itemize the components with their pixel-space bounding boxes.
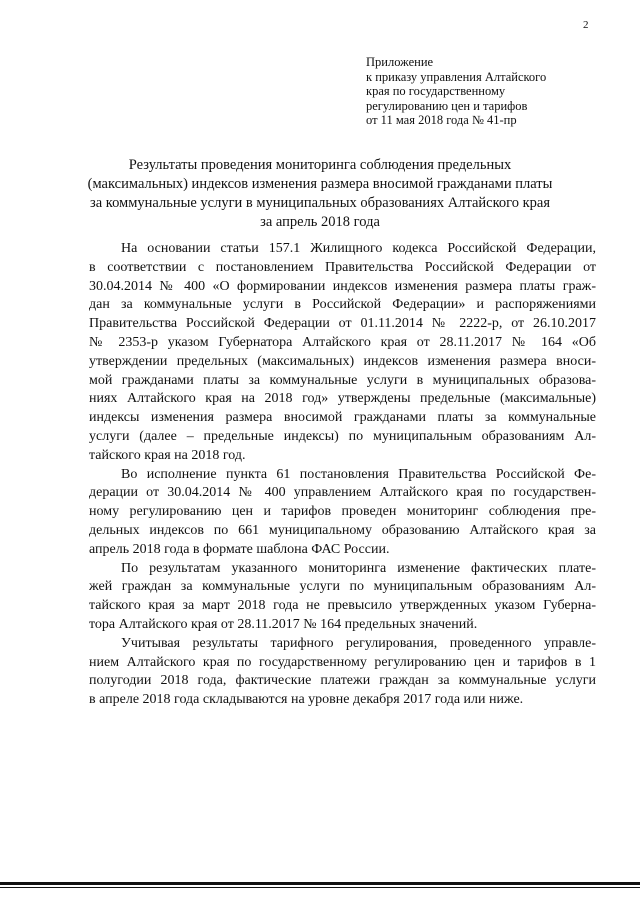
appendix-header [366, 55, 616, 128]
text-line: дельных индексов по 661 муниципальному образованию Алтайского края за [89, 522, 596, 538]
appendix-line: от 11 мая 2018 года № 41-пр [366, 113, 517, 128]
appendix-line: края по государственному [366, 84, 506, 99]
text-line: Учитывая результаты тарифного регулирования, проведенного управле- [121, 635, 596, 651]
paragraph-legal-basis [89, 240, 596, 466]
text-line: ниях Алтайского края на 2018 год» утверждены предельные (максимальные) [89, 391, 596, 407]
text-line: индексы изменения размера вносимой гражданами платы за коммунальные [89, 410, 596, 426]
document-body [89, 240, 596, 710]
text-line: Во исполнение пункта 61 постановления Правительства Российской Фе- [121, 466, 596, 482]
text-line: № 2353-р указом Губернатора Алтайского края от 28.11.2017 № 164 «Об [89, 334, 596, 350]
bottom-rule [0, 882, 640, 885]
text-line: мой гражданами платы за коммунальные услуги в муниципальных образова- [89, 372, 596, 388]
text-line: услуги (далее – предельные индексы) по муниципальным образованиям Ал- [89, 428, 596, 444]
page-number: 2 [583, 19, 589, 31]
text-line: На основании статьи 157.1 Жилищного кодекса Российской Федерации, [121, 241, 596, 256]
text-line: дан за коммунальные услуги в Российской Федерации» и распоряжениями [89, 297, 596, 313]
text-line: в соответствии с постановлением Правительства Российской Федерации от [89, 259, 596, 275]
text-line: в апреле 2018 года складываются на уровне декабря 2017 года или ниже. [89, 692, 524, 708]
appendix-line: Приложение [366, 55, 434, 69]
paragraph-monitoring [89, 466, 596, 560]
title-line: за коммунальные услуги в муниципальных образованиях Алтайского края [89, 195, 551, 211]
title-line: за апрель 2018 года [260, 214, 380, 230]
appendix-line: регулированию цен и тарифов [366, 98, 528, 113]
text-line: ному регулированию цен и тарифов проведен мониторинг соблюдения пре- [89, 504, 596, 520]
text-line: дерации от 30.04.2014 № 400 управлением Алтайского края по государствен- [89, 485, 596, 501]
paragraph-results [89, 560, 596, 635]
text-line: полугодии 2018 года, фактические платежи граждан за коммунальные услуги [89, 673, 596, 689]
text-line: тайского края на 2018 год. [89, 447, 246, 463]
text-line: тора Алтайского края от 28.11.2017 № 164 предельных значений. [89, 616, 478, 632]
text-line: апрель 2018 года в формате шаблона ФАС России. [89, 541, 390, 557]
text-line: По результатам указанного мониторинга изменение фактических плате- [121, 560, 596, 576]
text-line: Правительства Российской Федерации от 01.11.2014 № 2222-р, от 26.10.2017 [89, 316, 596, 332]
text-line: тайского края за март 2018 года не превысило утвержденных указом Губерна- [89, 598, 596, 614]
title-line: Результаты проведения мониторинга соблюдения предельных [128, 157, 512, 173]
bottom-rule-thin [0, 887, 640, 888]
appendix-line: к приказу управления Алтайского [366, 69, 547, 84]
text-line: нием Алтайского края по государственному регулированию цен и тарифов в 1 [89, 654, 596, 670]
document-title [60, 156, 580, 232]
title-line: (максимальных) индексов изменения размера вносимой гражданами платы [87, 176, 553, 192]
text-line: утверждении предельных (максимальных) индексов изменения размера вноси- [89, 353, 596, 369]
text-line: 30.04.2014 № 400 «О формировании индексов изменения размера платы граж- [89, 278, 596, 294]
paragraph-conclusion [89, 635, 596, 710]
text-line: жей граждан за коммунальные услуги по муниципальным образованиям Ал- [89, 579, 596, 595]
